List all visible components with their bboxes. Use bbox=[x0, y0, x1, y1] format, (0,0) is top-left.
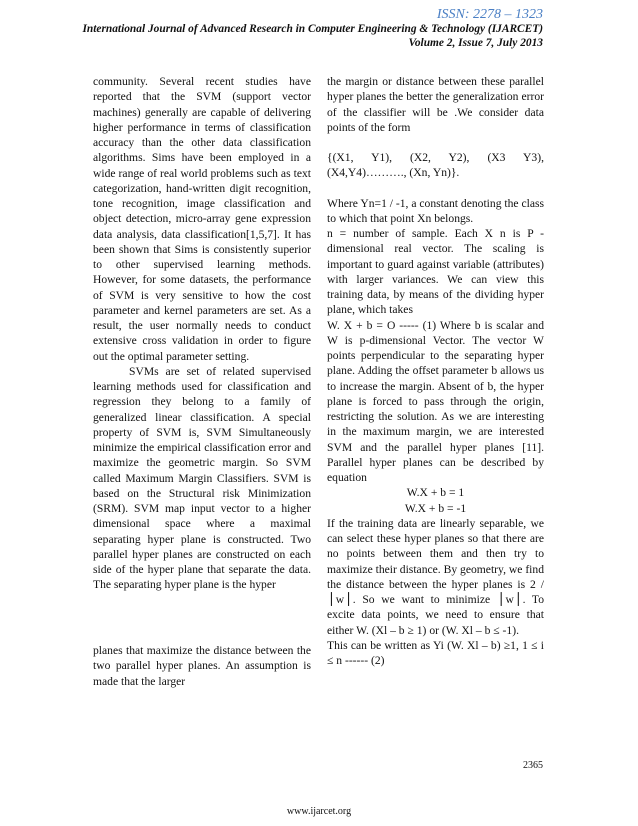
paragraph: Where Yn=1 / -1, a constant denoting the class to which that point Xn belongs. bbox=[327, 196, 544, 225]
journal-volume: Volume 2, Issue 7, July 2013 bbox=[408, 37, 543, 49]
left-column-tail bbox=[93, 643, 311, 689]
right-column bbox=[327, 74, 544, 668]
left-column bbox=[93, 74, 311, 593]
footer-url: www.ijarcet.org bbox=[286, 806, 352, 817]
journal-title: International Journal of Advanced Research in Computer Engineering & Technology (IJARCET) bbox=[82, 23, 543, 35]
paragraph: If the training data are linearly separable, we can select these hyper planes so that there are no points between them and then try to maximize their distance. By geometry, we find the distance between the hyper planes is 2 / ⎪w⎪. So we want to minimize ⎪w⎪. To excite data points, we need to ensure that either W. (Xl – b ≥ 1) or (W. Xl – b ≤ -1). bbox=[327, 516, 544, 637]
paragraph: SVMs are set of related supervised learning methods used for classification and regression they belong to a family of generalized linear classification. A special property of SVM is, SVM Simultaneously minimize the empirical classification error and maximize the geometric margin. So SVM called Maximum Margin Classifiers. SVM is based on the Structural risk Minimization (SRM). SVM map input vector to a higher dimensional space where a maximal separating hyper plane is constructed. Two parallel hyper planes are constructed on each side of the hyper plane that separate the data. The separating hyper plane is the hyper bbox=[93, 364, 311, 592]
page-number: 2365 bbox=[523, 760, 543, 771]
paragraph: n = number of sample. Each X n is P -dimensional real vector. The scaling is important to guard against variable (attributes) with larger variances. We can view this training data, by means of the dividing hyper plane, which takes bbox=[327, 227, 544, 317]
equation: W.X + b = -1 bbox=[404, 501, 467, 515]
paragraph: W. X + b = O ----- (1) Where b is scalar and W is p-dimensional Vector. The vector W points perpendicular to the separating hyper plane. Adding the offset parameter b allows us to increase the margin. Absent of b, the hyper plane is forced to pass through the origin, restricting the solution. As we are interesting in the maximum margin, we are interested SVM and the parallel hyper planes [11]. Parallel hyper planes can be described by equation bbox=[327, 318, 544, 484]
journal-header bbox=[82, 8, 543, 50]
paragraph: the margin or distance between these parallel hyper planes the better the generalization error of the classifier will be .We consider data points of the form bbox=[327, 75, 544, 134]
equation: W.X + b = 1 bbox=[406, 486, 465, 500]
datapoints: {(X1, Y1), (X2, Y2), (X3 Y3), (X4,Y4)………., (Xn, Yn)}. bbox=[327, 151, 544, 180]
issn: ISSN: 2278 – 1323 bbox=[436, 7, 543, 22]
paragraph: community. Several recent studies have reported that the SVM (support vector machines) generally are capable of delivering higher performance in terms of classification accuracy than the other data classification algorithms. Sims have been employed in a wide range of real world problems such as text categorization, hand-written digit recognition, tone recognition, image classification and object detection, micro-array gene expression data analysis, data classification[1,5,7]. It has been shown that Sims is consistently superior to other supervised learning methods. However, for some datasets, the performance of SVM is very sensitive to how the cost parameter and kernel parameters are set. As a result, the user normally needs to conduct extensive cross validation in order to figure out the optimal parameter setting. bbox=[93, 75, 311, 363]
paragraph: This can be written as Yi (W. Xl – b) ≥1, 1 ≤ i ≤ n ------ (2) bbox=[327, 638, 544, 667]
paragraph: planes that maximize the distance between the two parallel hyper planes. An assumption is made that the larger bbox=[93, 644, 311, 688]
